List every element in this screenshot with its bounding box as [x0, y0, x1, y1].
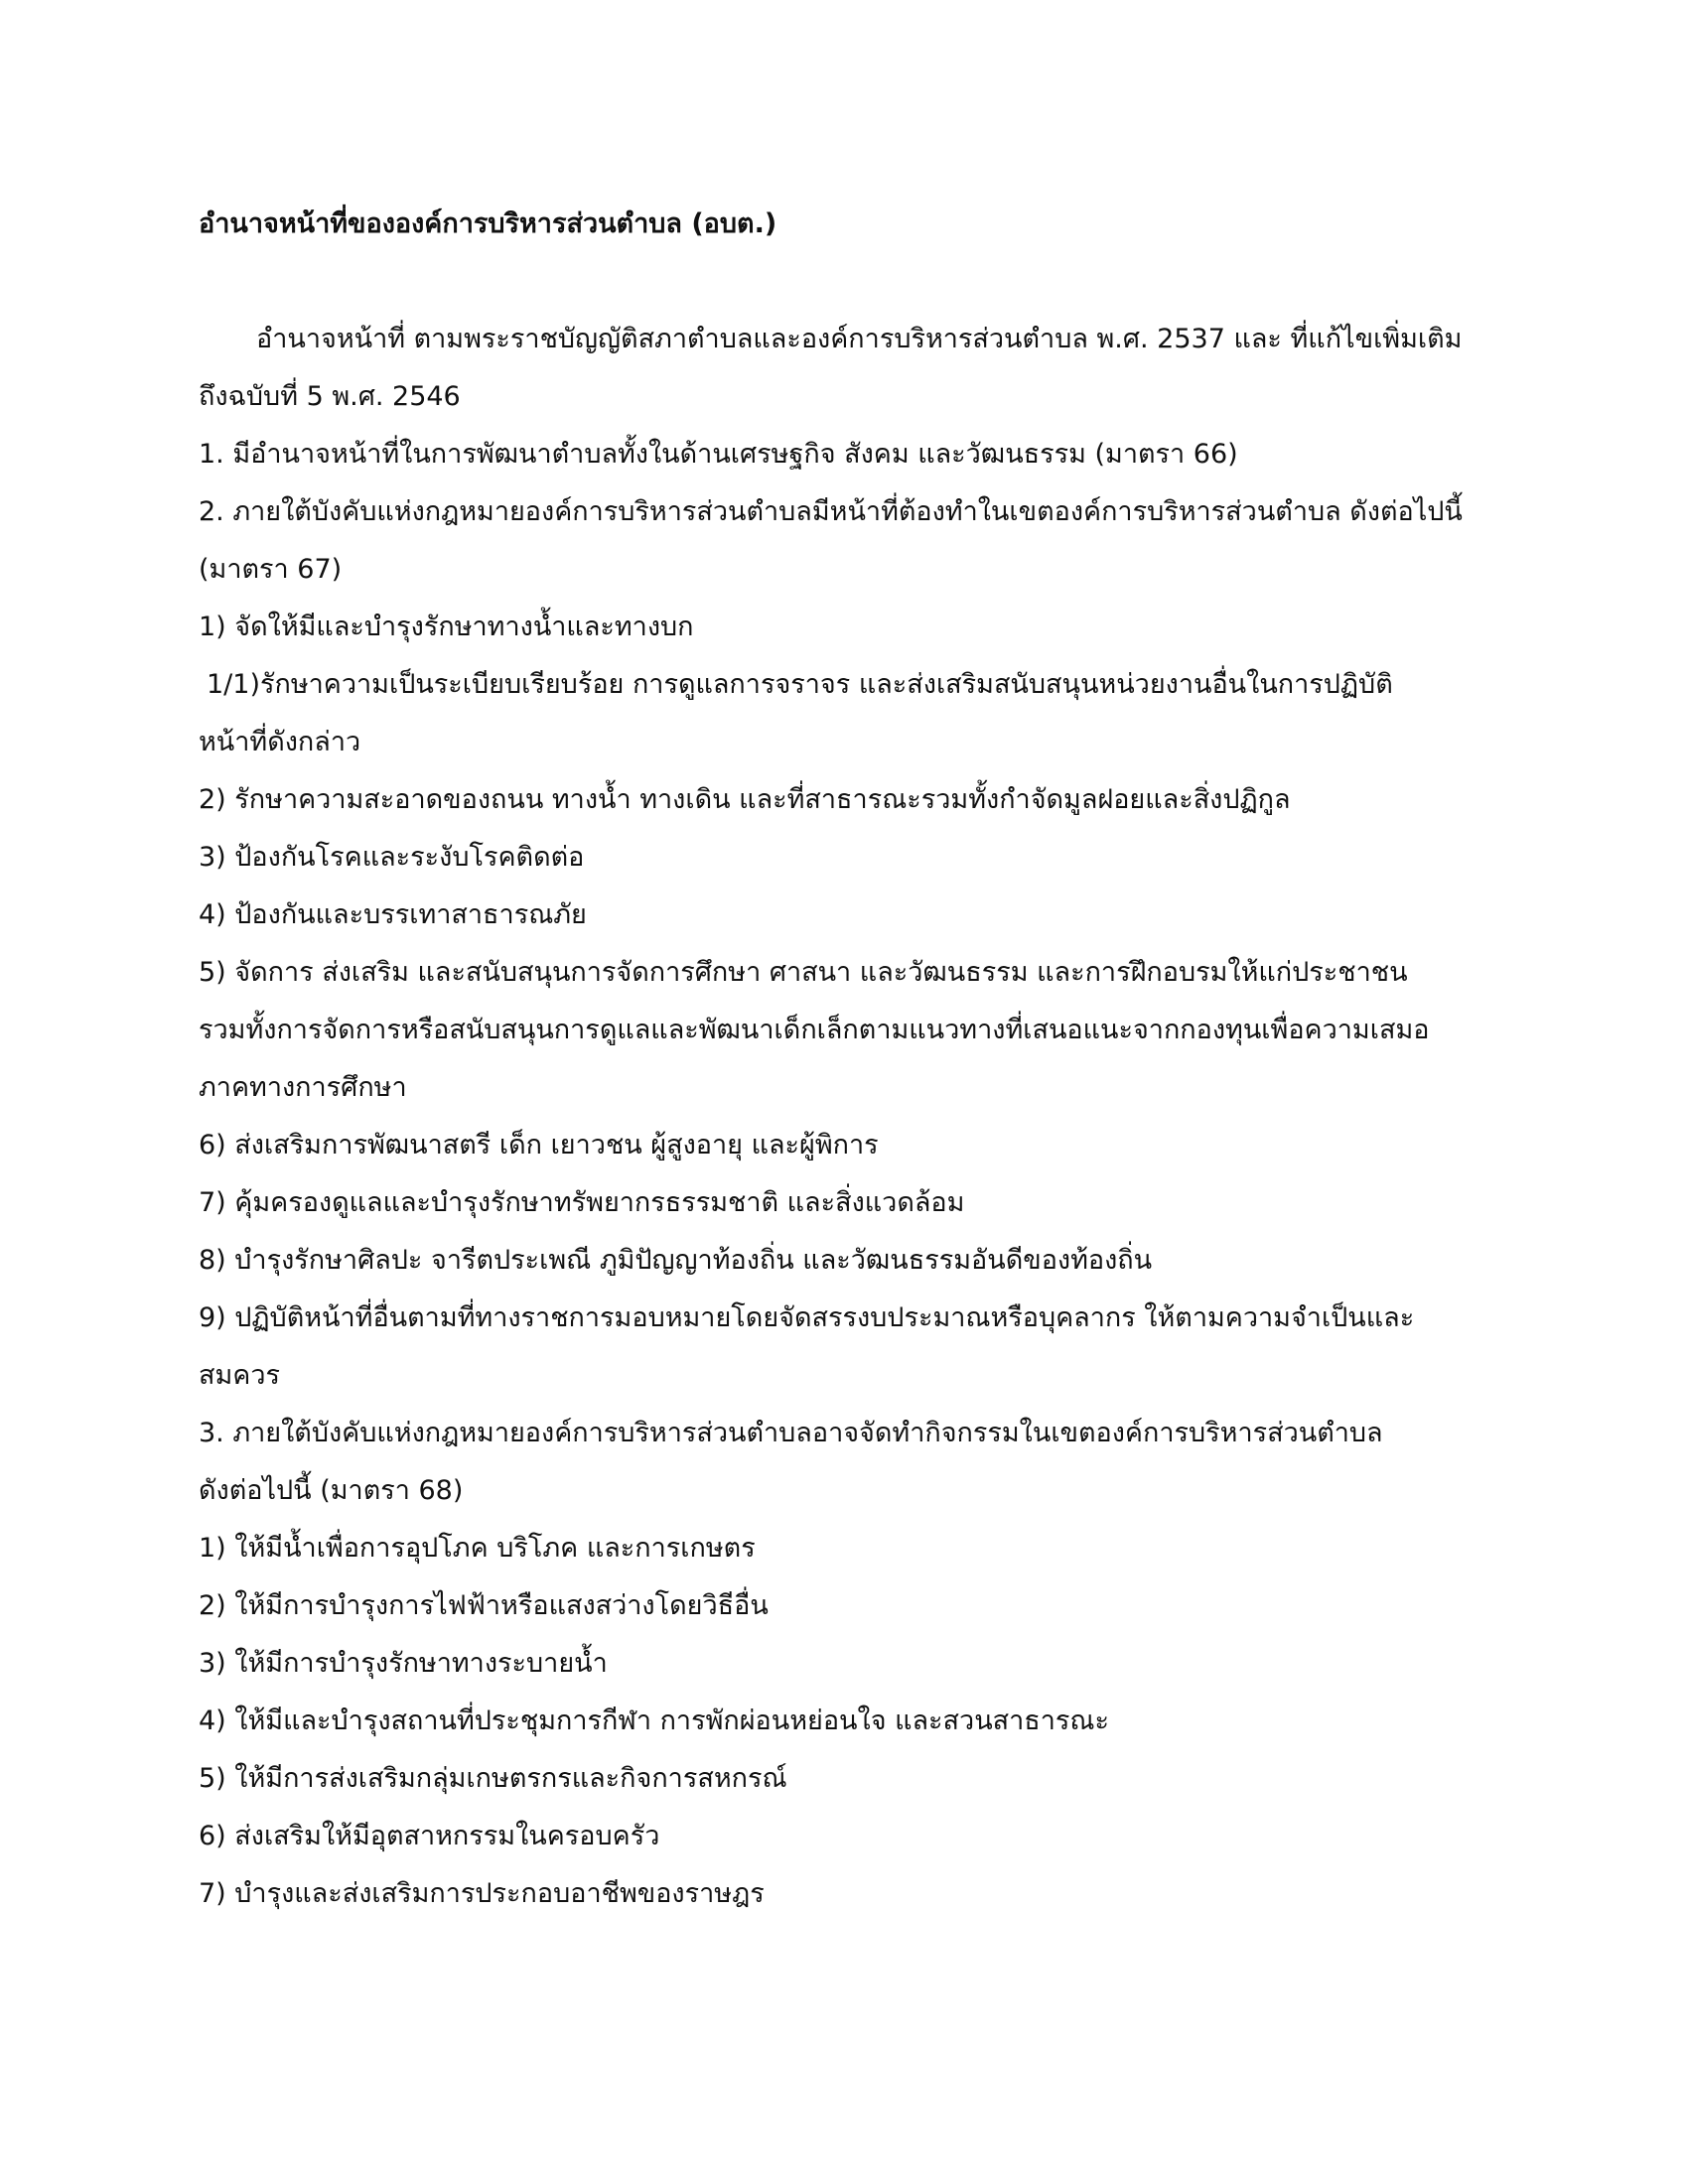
section-2-item-8: 8) บำรุงรักษาศิลปะ จารีตประเพณี ภูมิปัญญาท้องถิ่น และวัฒนธรรมอันดีของท้องถิ่น [199, 1245, 1153, 1276]
section-2-item-2: 2) รักษาความสะอาดของถนน ทางน้ำ ทางเดิน และที่สาธารณะรวมทั้งกำจัดมูลฝอยและสิ่งปฏิกูล [199, 784, 1291, 815]
section-2-item-9-line-1: 9) ปฏิบัติหน้าที่อื่นตามที่ทางราชการมอบหมายโดยจัดสรรงบประมาณหรือบุคลากร ให้ตามความจำเป็นและ [199, 1302, 1415, 1333]
section-3-line-2: ดังต่อไปนี้ (มาตรา 68) [199, 1475, 464, 1506]
section-2-line-1: 2. ภายใต้บังคับแห่งกฎหมายองค์การบริหารส่วนตำบลมีหน้าที่ต้องทำในเขตองค์การบริหารส่วนตำบล ดังต่อไปนี้ [199, 496, 1463, 527]
section-1-line: 1. มีอำนาจหน้าที่ในการพัฒนาตำบลทั้งในด้านเศรษฐกิจ สังคม และวัฒนธรรม (มาตรา 66) [199, 439, 1238, 470]
section-3-item-2: 2) ให้มีการบำรุงการไฟฟ้าหรือแสงสว่างโดยวิธีอื่น [199, 1590, 769, 1621]
section-2-item-1-1-line-2: หน้าที่ดังกล่าว [199, 727, 361, 757]
section-2-item-5-line-1: 5) จัดการ ส่งเสริม และสนับสนุนการจัดการศึกษา ศาสนา และวัฒนธรรม และการฝึกอบรมให้แก่ประชาชน [199, 957, 1408, 988]
section-2-line-2: (มาตรา 67) [199, 554, 343, 585]
document-title: อำนาจหน้าที่ขององค์การบริหารส่วนตำบล (อบต.) [199, 208, 777, 239]
intro-line-1: อำนาจหน้าที่ ตามพระราชบัญญัติสภาตำบลและองค์การบริหารส่วนตำบล พ.ศ. 2537 และ ที่แก้ไขเพิ่มเติม [256, 324, 1463, 354]
section-2-item-9-line-2: สมควร [199, 1360, 281, 1391]
section-3-item-5: 5) ให้มีการส่งเสริมกลุ่มเกษตรกรและกิจการสหกรณ์ [199, 1763, 787, 1794]
section-2-item-4: 4) ป้องกันและบรรเทาสาธารณภัย [199, 899, 587, 930]
section-3-item-6: 6) ส่งเสริมให้มีอุตสาหกรรมในครอบครัว [199, 1821, 660, 1851]
section-2-item-7: 7) คุ้มครองดูแลและบำรุงรักษาทรัพยากรธรรมชาติ และสิ่งแวดล้อม [199, 1187, 965, 1218]
section-3-item-1: 1) ให้มีน้ำเพื่อการอุปโภค บริโภค และการเกษตร [199, 1533, 756, 1564]
section-2-item-5-line-3: ภาคทางการศึกษา [199, 1072, 407, 1103]
section-3-line-1: 3. ภายใต้บังคับแห่งกฎหมายองค์การบริหารส่วนตำบลอาจจัดทำกิจกรรมในเขตองค์การบริหารส่วนตำบล [199, 1418, 1383, 1448]
section-2-item-5-line-2: รวมทั้งการจัดการหรือสนับสนุนการดูแลและพัฒนาเด็กเล็กตามแนวทางที่เสนอแนะจากกองทุนเพื่อความเสมอ [199, 1015, 1430, 1045]
section-3-item-3: 3) ให้มีการบำรุงรักษาทางระบายน้ำ [199, 1648, 608, 1679]
section-2-item-1: 1) จัดให้มีและบำรุงรักษาทางน้ำและทางบก [199, 612, 694, 642]
section-3-item-4: 4) ให้มีและบำรุงสถานที่ประชุมการกีฬา การพักผ่อนหย่อนใจ และสวนสาธารณะ [199, 1706, 1109, 1736]
intro-line-2: ถึงฉบับที่ 5 พ.ศ. 2546 [199, 381, 461, 412]
section-2-item-1-1-line-1: 1/1)รักษาความเป็นระเบียบเรียบร้อย การดูแลการจราจร และส่งเสริมสนับสนุนหน่วยงานอื่นในการปฏิบัติ [207, 669, 1393, 700]
section-2-item-6: 6) ส่งเสริมการพัฒนาสตรี เด็ก เยาวชน ผู้สูงอายุ และผู้พิการ [199, 1130, 879, 1160]
section-2-item-3: 3) ป้องกันโรคและระงับโรคติดต่อ [199, 842, 585, 873]
section-3-item-7: 7) บำรุงและส่งเสริมการประกอบอาชีพของราษฎร [199, 1878, 765, 1909]
